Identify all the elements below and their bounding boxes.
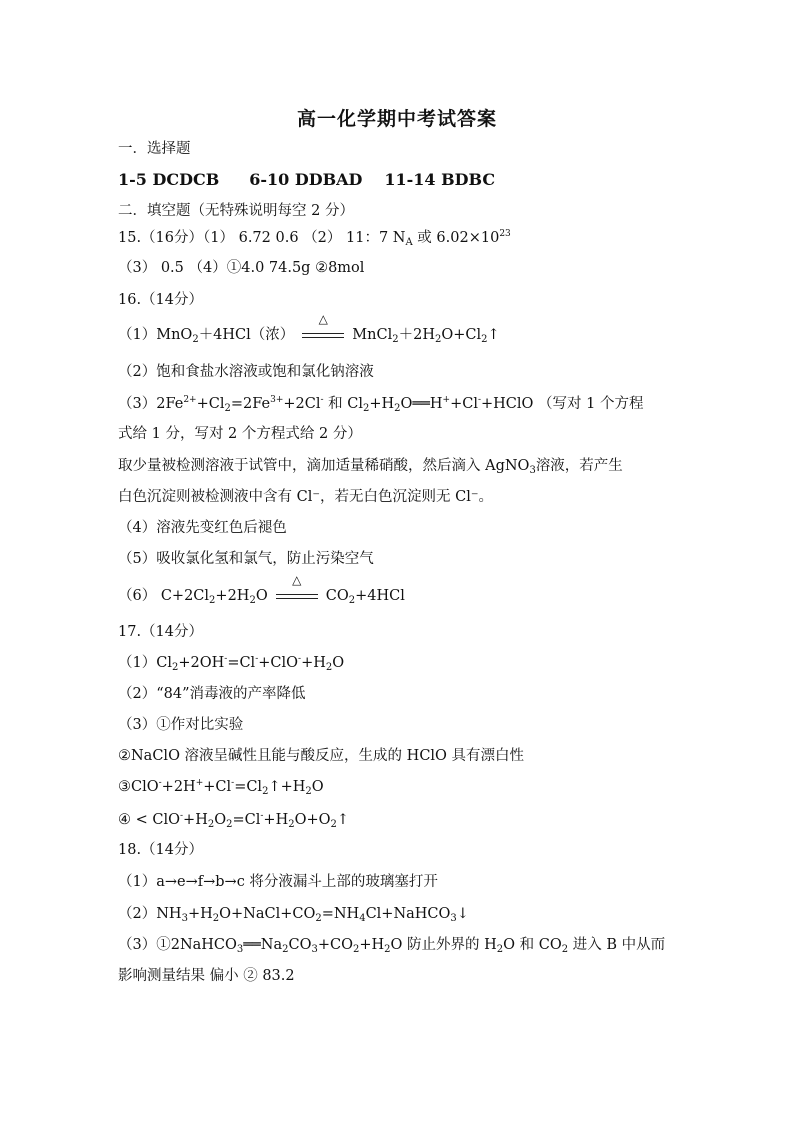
q17-p1-a: （1）Cl <box>118 655 172 671</box>
q18-p2-sub5: 3 <box>450 913 457 924</box>
q17-part4 <box>118 810 349 830</box>
q16-p6-c: O <box>255 588 268 604</box>
q16-p1-d: ＋2H <box>398 327 435 343</box>
q17-p3c-a: ③ClO <box>118 779 159 795</box>
q15-line2: （3） 0.5 （4）①4.0 74.5g ②8mol <box>118 260 365 276</box>
q16-p3-i: +HClO （写对 1 个方程 <box>481 396 644 412</box>
q17-p3c-b: +2H <box>161 779 196 795</box>
q17-p3c-sup2: + <box>195 778 204 788</box>
q17-p3c-d: =Cl <box>234 779 263 795</box>
q15-sub: A <box>405 237 413 248</box>
q16-p3-sup3: - <box>320 395 324 405</box>
q16-part4: （4）溶液先变红色后褪色 <box>118 520 287 536</box>
q18-p3-f: O 防止外界的 H <box>390 937 497 953</box>
q18-p2-sub3: 2 <box>315 913 322 924</box>
q16-p3-c: =2Fe <box>230 396 271 412</box>
q18-p2-b: +H <box>187 906 213 922</box>
section2-heading: 二．填空题（无特殊说明每空 2 分） <box>118 203 354 219</box>
q16-part2: （2）饱和食盐水溶液或饱和氯化钠溶液 <box>118 364 374 380</box>
q17-p4-a: ④ < ClO <box>118 812 180 828</box>
q17-p3c-sub1: 2 <box>262 786 269 797</box>
q17-part3b: ②NaClO 溶液呈碱性且能与酸反应，生成的 HClO 具有漂白性 <box>118 748 525 764</box>
q17-p3c-sup1: - <box>158 778 162 788</box>
q17-part1 <box>118 653 344 673</box>
q17-p4-b: +H <box>183 812 208 828</box>
q16-p3-sup4: + <box>442 395 451 405</box>
q15-line1-text: 15.（16分）（1） 6.72 0.6 （2） 11：7 N <box>118 230 406 246</box>
q16-p1-e: O+Cl <box>441 327 482 343</box>
q15-line1-text-b: 或 6.02×10 <box>412 230 500 246</box>
q16-p3-sup1: 2+ <box>183 395 197 405</box>
q16-p3-h: +Cl <box>450 396 478 412</box>
heating-condition-arrow <box>300 312 346 345</box>
q17-p3c-f: O <box>311 779 324 795</box>
q18-p3-e: +H <box>359 937 385 953</box>
q16-p1-c: MnCl <box>352 327 393 343</box>
q17-p4-sub2: 2 <box>226 819 233 830</box>
q16-p1-a: （1）MnO <box>118 327 193 343</box>
q18-header: 18.（14分） <box>118 842 204 858</box>
q17-p3c-sub2: 2 <box>305 786 312 797</box>
q15-sup: 23 <box>499 229 511 239</box>
choice-answers <box>118 170 495 190</box>
q17-p4-f: O+O <box>294 812 331 828</box>
q16-p1-sub: 2 <box>192 334 199 345</box>
q16-part1 <box>118 312 500 345</box>
q17-p1-b: +2OH <box>178 655 225 671</box>
q18-part3-line2: 影响测量结果 偏小 ② 83.2 <box>118 968 295 984</box>
q18-p3-sub1: 3 <box>236 944 244 955</box>
q16-part5: （5）吸收氯化氢和氯气，防止污染空气 <box>118 551 374 567</box>
q18-p2-f: ↓ <box>456 906 469 922</box>
q16-test-line2: 白色沉淀则被检测液中含有 Cl⁻，若无白色沉淀则无 Cl⁻。 <box>118 489 493 505</box>
q18-p3-a: （3）①2NaHCO <box>118 937 237 953</box>
heating-condition-arrow <box>274 573 320 606</box>
q17-p4-d: =Cl <box>232 812 261 828</box>
q18-part1: （1）a→e→f→b→c 将分液漏斗上部的玻璃塞打开 <box>118 874 438 890</box>
q18-p3-sub7: 2 <box>561 944 569 955</box>
q17-header: 17.（14分） <box>118 624 204 640</box>
q18-p2-a: （2）NH <box>118 906 182 922</box>
q18-p3-sub4: 2 <box>352 944 360 955</box>
q16-p3-a: （3）2Fe <box>118 396 184 412</box>
q17-p1-e: +H <box>301 655 326 671</box>
q16-test-line1 <box>118 456 623 476</box>
q17-p1-f: O <box>332 655 345 671</box>
q17-p4-sub1: 2 <box>207 819 215 830</box>
q18-p2-d: =NH <box>321 906 360 922</box>
q17-p1-sup2: - <box>255 654 259 664</box>
q17-p4-sup1: - <box>180 811 184 821</box>
q17-p4-c: O <box>214 812 227 828</box>
choice-answers-1-5: 1-5 DCDCB <box>118 170 220 189</box>
q18-part2 <box>118 904 469 924</box>
q16-p1-f: ↑ <box>487 327 500 343</box>
q16-p3-sub1: 2 <box>224 403 231 414</box>
q16-p6-sub1: 2 <box>209 595 216 606</box>
q17-p1-c: =Cl <box>227 655 256 671</box>
q17-p1-d: +ClO <box>258 655 299 671</box>
q16-p1-sub2: 2 <box>392 334 399 345</box>
q18-p2-c: O+NaCl+CO <box>219 906 316 922</box>
q18-p3-b: ══Na <box>243 937 283 953</box>
q17-p4-sub4: 2 <box>330 819 337 830</box>
q16-test-b: 溶液，若产生 <box>535 458 623 474</box>
q18-p2-sub1: 3 <box>181 913 188 924</box>
q17-p3c-e: ↑+H <box>268 779 306 795</box>
q16-part3 <box>118 394 643 414</box>
q16-p6-sub2: 2 <box>249 595 256 606</box>
q17-p1-sub2: 2 <box>325 662 333 673</box>
q16-p3-f: +H <box>369 396 395 412</box>
q16-p3-sub2: 2 <box>362 403 370 414</box>
q16-part3-line2: 式给 1 分，写对 2 个方程式给 2 分） <box>118 426 362 442</box>
q16-part6 <box>118 573 405 606</box>
q16-p3-e: 和 Cl <box>323 396 363 412</box>
q16-p3-sup5: - <box>477 395 482 405</box>
q17-p4-sub3: 2 <box>288 819 295 830</box>
q16-p6-e: +4HCl <box>355 588 405 604</box>
q16-p6-d: CO <box>325 588 349 604</box>
q17-p4-g: ↑ <box>336 812 350 828</box>
q18-p2-e: Cl+NaHCO <box>365 906 451 922</box>
q18-p3-d: +CO <box>317 937 353 953</box>
heat-triangle-icon: △ <box>318 312 328 326</box>
q16-p1-sub4: 2 <box>481 334 488 345</box>
q18-p2-sub2: 2 <box>212 913 220 924</box>
q17-part3: （3）①作对比实验 <box>118 717 244 733</box>
q16-p3-g: O══H <box>400 396 443 412</box>
q16-p3-d: +2Cl <box>283 396 321 412</box>
q16-p6-sub3: 2 <box>348 595 356 606</box>
q16-test-a: 取少量被检测溶液于试管中，滴加适量稀硝酸，然后滴入 AgNO <box>118 458 530 474</box>
q18-p3-sub2: 2 <box>282 944 289 955</box>
q16-p6-b: +2H <box>215 588 250 604</box>
q15-line1 <box>118 228 511 248</box>
q17-part3c <box>118 777 324 797</box>
section1-heading: 一．选择题 <box>118 141 191 157</box>
page-title: 高一化学期中考试答案 <box>296 108 497 130</box>
q17-p1-sub1: 2 <box>171 662 179 673</box>
q16-header: 16.（14分） <box>118 292 204 308</box>
q18-p3-sub6: 2 <box>496 944 504 955</box>
q16-p3-sub3: 2 <box>394 403 401 414</box>
q16-p3-b: +Cl <box>196 396 225 412</box>
q17-p1-sup1: - <box>224 654 228 664</box>
q18-p2-sub4: 4 <box>359 913 366 924</box>
q17-p3c-c: +Cl <box>203 779 232 795</box>
choice-answers-11-14: 11-14 BDBC <box>384 170 496 189</box>
q16-p3-sup2: 3+ <box>270 395 284 405</box>
q17-p4-e: +H <box>263 812 289 828</box>
q18-p3-sub3: 3 <box>311 944 318 955</box>
heat-triangle-icon: △ <box>292 573 302 587</box>
q18-p3-sub5: 2 <box>384 944 391 955</box>
q17-part2: （2）“84”消毒液的产率降低 <box>118 686 306 702</box>
q17-p1-sup3: - <box>298 654 302 664</box>
q17-p3c-sup3: - <box>231 778 235 788</box>
q16-p1-b: ＋4HCl（浓） <box>198 327 295 343</box>
q18-p3-g: O 和 CO <box>503 937 562 953</box>
q16-p6-a: （6） C+2Cl <box>118 588 210 604</box>
choice-answers-6-10: 6-10 DDBAD <box>249 170 363 189</box>
q18-part3 <box>118 935 665 955</box>
q17-p4-sup2: - <box>260 811 264 821</box>
q16-test-sub: 3 <box>529 465 536 476</box>
q16-p1-sub3: 2 <box>434 334 442 345</box>
q18-p3-c: CO <box>288 937 312 953</box>
q18-p3-h: 进入 B 中从而 <box>568 937 666 953</box>
